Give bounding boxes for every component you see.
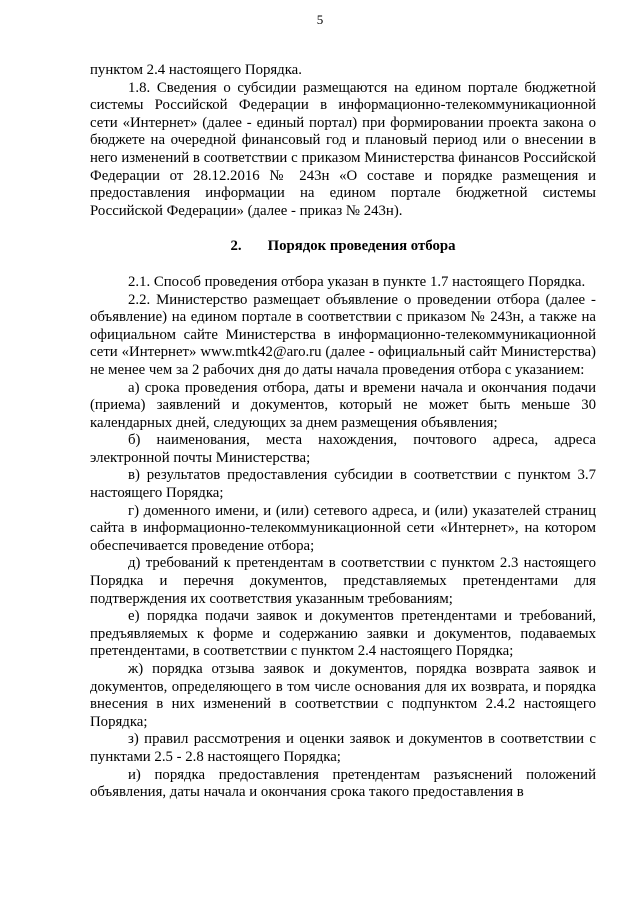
list-item-d: д) требований к претендентам в соответствии с пунктом 2.3 настоящего Порядка и перечня документов, представляемых претендентами для подтверждения их соответствия указанным требованиям; xyxy=(90,555,596,607)
paragraph-continuation: пунктом 2.4 настоящего Порядка. xyxy=(90,62,302,78)
paragraph-1-8: 1.8. Сведения о субсидии размещаются на едином портале бюджетной системы Российской Федерации в информационно-телекоммуникационной сети «Интернет» (далее - единый портал) при формировании проекта закона о бюджете на очередной финансовый год и плановый период или о внесении в него изменений в соответствии с приказом Министерства финансов Российской Федерации от 28.12.2016 № 243н «О составе и порядке размещения и предоставления информации на едином портале бюджетной системы Российской Федерации» (далее - приказ № 243н). xyxy=(90,79,596,219)
list-item-b: б) наименования, места нахождения, почтового адреса, адреса электронной почты Министерства; xyxy=(90,432,596,466)
paragraph-2-2: 2.2. Министерство размещает объявление о проведении отбора (далее - объявление) на едином портале в соответствии с приказом № 243н, а также на официальном сайте Министерства в информационно-телекоммуникационной сети «Интернет» www.mtk42@aro.ru (далее - официальный сайт Министерства) не менее чем за 2 рабочих дня до даты начала проведения отбора с указанием: xyxy=(90,291,596,378)
document-body xyxy=(90,62,596,802)
section-number: 2. xyxy=(230,238,242,255)
list-item-e: е) порядка подачи заявок и документов претендентами и требований, предъявляемых к форме и содержанию заявки и документов, подаваемых претендентами, в соответствии с пунктом 2.4 настоящего Порядка; xyxy=(90,608,596,660)
list-item-i: и) порядка предоставления претендентам разъяснений положений объявления, даты начала и окончания срока такого предоставления в xyxy=(90,766,596,801)
list-item-v: в) результатов предоставления субсидии в соответствии с пунктом 3.7 настоящего Порядка; xyxy=(90,467,596,502)
list-item-a: а) срока проведения отбора, даты и времени начала и окончания подачи (приема) заявлений и документов, который не может быть меньше 30 календарных дней, следующих за днем размещения объявления; xyxy=(90,379,596,431)
list-item-g: г) доменного имени, и (или) сетевого адреса, и (или) указателей страниц сайта в информационно-телекоммуникационной сети «Интернет», на котором обеспечивается проведение отбора; xyxy=(90,502,596,554)
section-title: Порядок проведения отбора xyxy=(267,238,456,255)
paragraph-2-1: 2.1. Способ проведения отбора указан в пункте 1.7 настоящего Порядка. xyxy=(128,273,586,290)
page-number: 5 xyxy=(316,12,324,27)
list-item-zh: ж) порядка отзыва заявок и документов, порядка возврата заявок и документов, определяющего в том числе основания для их возврата, и порядка внесения в них изменений в соответствии с подпунктом 2.4.2 настоящего Порядка; xyxy=(90,661,596,730)
section-heading xyxy=(90,238,596,256)
list-item-z: з) правил рассмотрения и оценки заявок и документов в соответствии с пунктами 2.5 - 2.8 настоящего Порядка; xyxy=(90,731,596,765)
